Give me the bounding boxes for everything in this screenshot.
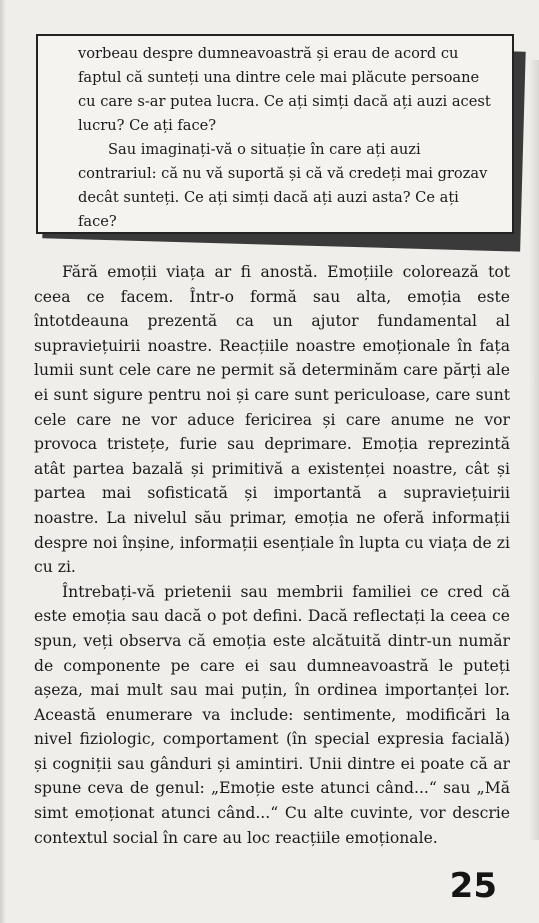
body-paragraph-2: Întrebați-vă prietenii sau membrii familiei ce cred că este emoția sau dacă o pot defini. Dacă reflectați la ceea ce spun, veți observa că emoția este alcătuită dintr-un număr de componente pe care ei sau dumneavoastră le puteți așeza, mai mult sau mai puțin, în ordinea importanței lor. Această enumerare va include: sentimente, modificări la nivel fiziologic, comportament (în special expresia facială) și cogniții sau gânduri și amintiri. Unii dintre ei poate că ar spune ceva de genul: „Emoție este atunci când...“ sau „Mă simt emoționat atunci când...“ Cu alte cuvinte, vor descrie contextul social în care au loc reacțiile emoționale. xyxy=(34,582,510,847)
exercise-paragraph-1: vorbeau despre dumneavoastră și erau de acord cu faptul că sunteți una dintre cele mai plăcute persoane cu care s-ar putea lucra. Ce ați simți dacă ați auzi acest lucru? Ce ați face? xyxy=(78,45,491,134)
exercise-box xyxy=(36,34,514,234)
body-paragraph-1: Fără emoții viața ar fi anostă. Emoțiile colorează tot ceea ce facem. Într-o formă sau alta, emoția este întotdeauna prezentă ca un ajutor fundamental al supraviețuirii noastre. Reacțiile noastre emoționale în fața lumii sunt cele care ne permit să determinăm care părți ale ei sunt sigure pentru noi și care sunt periculoase, care sunt cele care ne vor aduce fericirea și care anume ne vor provoca tristețe, furie sau deprimare. Emoția reprezintă atât partea bazală și primitivă a existenței noastre, cât și partea mai sofisticată și importantă a supraviețuirii noastre. La nivelul său primar, emoția ne oferă informații despre noi înșine, informații esențiale în lupta cu viața de zi cu zi. xyxy=(34,263,510,577)
exercise-paragraph-2: Sau imaginați-vă o situație în care ați auzi contrariul: că nu vă suportă și că vă credeți mai grozav decât sunteți. Ce ați simți dacă ați auzi asta? Ce ați face? xyxy=(78,141,488,230)
main-text xyxy=(34,260,510,850)
facing-page-edge xyxy=(529,60,539,840)
page-gutter-shadow xyxy=(0,0,6,923)
page-number: 25 xyxy=(449,866,497,906)
